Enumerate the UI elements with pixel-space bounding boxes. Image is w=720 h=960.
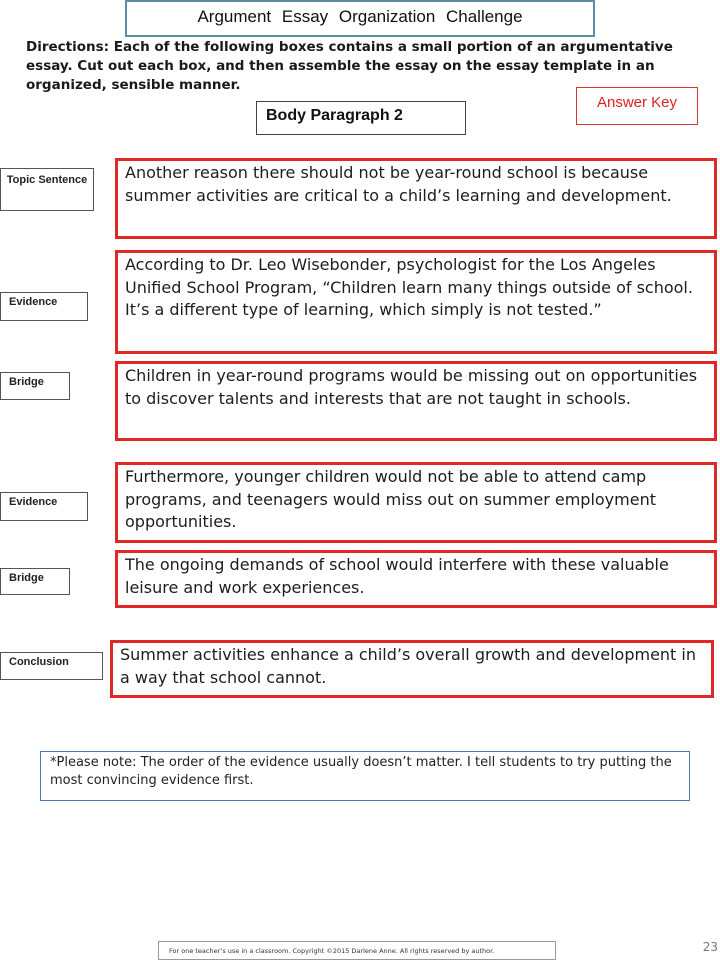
essay-box-topic-sentence: Another reason there should not be year-round school is because summer activities are critical to a child’s learning and development. [115, 158, 717, 239]
copyright-footer: For one teacher’s use in a classroom. Copyright ©2015 Darlene Anne. All rights reserved by author. [158, 941, 556, 960]
label-evidence-2: Evidence [0, 492, 88, 521]
directions-text: Directions: Each of the following boxes contains a small portion of an argumentative essay. Cut out each box, and then assemble the essay on the essay template in an organized, sensible manner. [26, 39, 673, 93]
label-bridge-2: Bridge [0, 568, 70, 595]
essay-box-evidence-2: Furthermore, younger children would not be able to attend camp programs, and teenagers would miss out on summer employment opportunities. [115, 462, 717, 543]
section-title: Body Paragraph 2 [256, 101, 466, 135]
label-topic-sentence: Topic Sentence [0, 168, 94, 211]
label-bridge: Bridge [0, 372, 70, 400]
essay-box-bridge: Children in year-round programs would be missing out on opportunities to discover talents and interests that are not taught in schools. [115, 361, 717, 441]
label-conclusion: Conclusion [0, 652, 103, 680]
essay-box-evidence: According to Dr. Leo Wisebonder, psychologist for the Los Angeles Unified School Program, “Children learn many things outside of school. It’s a different type of learning, which simply is not tested.” [115, 250, 717, 354]
page-number: 23 [702, 940, 718, 954]
label-evidence: Evidence [0, 292, 88, 321]
worksheet-title: Argument Essay Organization Challenge [125, 0, 595, 37]
answer-key-badge: Answer Key [576, 87, 698, 125]
essay-box-conclusion: Summer activities enhance a child’s overall growth and development in a way that school cannot. [110, 640, 714, 698]
essay-box-bridge-2: The ongoing demands of school would interfere with these valuable leisure and work experiences. [115, 550, 717, 608]
teacher-note: *Please note: The order of the evidence usually doesn’t matter. I tell students to try putting the most convincing evidence first. [40, 751, 690, 801]
